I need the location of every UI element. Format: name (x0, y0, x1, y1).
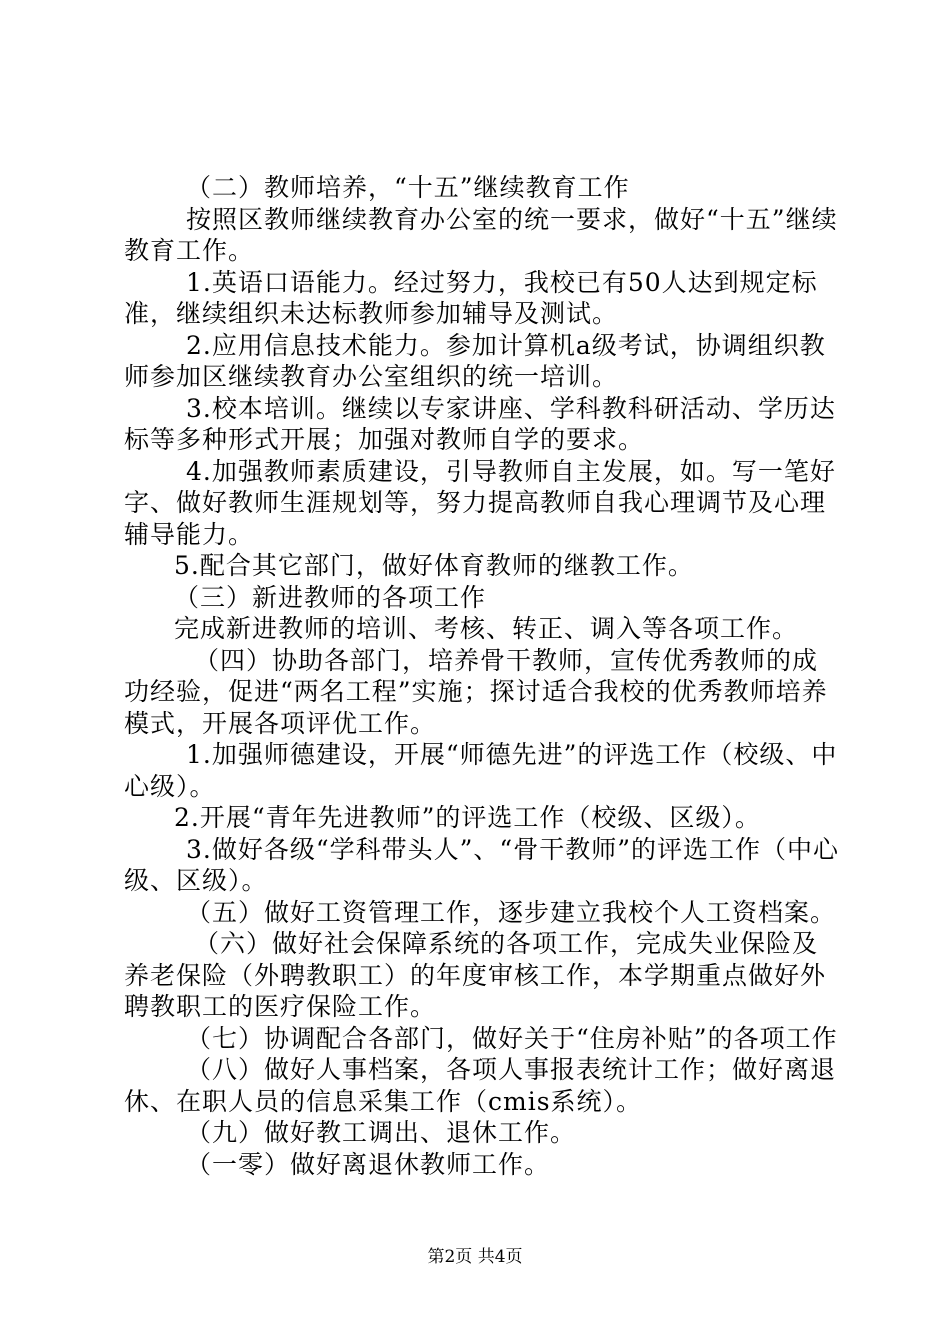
paragraph: 2.应用信息技术能力。参加计算机a级考试，协调组织教师参加区继续教育办公室组织的统一培训。 (124, 330, 826, 391)
paragraph: 5.配合其它部门，做好体育教师的继教工作。 (174, 551, 694, 580)
paragraph: 3.做好各级“学科带头人”、“骨干教师”的评选工作（中心级、区级）。 (124, 834, 839, 895)
paragraph: （四）协助各部门，培养骨干教师，宣传优秀教师的成功经验，促进“两名工程”实施；探讨适合我校的优秀教师培养模式，开展各项评优工作。 (124, 645, 828, 738)
paragraph: 完成新进教师的培训、考核、转正、调入等各项工作。 (174, 614, 799, 643)
paragraph: （八）做好人事档案，各项人事报表统计工作；做好离退休、在职人员的信息采集工作（cmis系统）。 (124, 1055, 837, 1116)
paragraph: 2.开展“青年先进教师”的评选工作（校级、区级）。 (174, 803, 761, 832)
paragraph: 1.加强师德建设，开展“师德先进”的评选工作（校级、中心级）。 (124, 740, 838, 801)
page-footer: 第2页 共4页 (427, 1247, 523, 1267)
paragraph: （一零）做好离退休教师工作。 (186, 1149, 551, 1179)
paragraph: 1.英语口语能力。经过努力，我校已有50人达到规定标准，继续组织未达标教师参加辅导及测试。 (124, 267, 818, 328)
paragraph: 3.校本培训。继续以专家讲座、学科教科研活动、学历达标等多种形式开展；加强对教师自学的要求。 (124, 393, 836, 454)
paragraph: （三）新进教师的各项工作 (174, 582, 487, 612)
paragraph: （二）教师培养，“十五”继续教育工作 (186, 173, 630, 202)
paragraph: （六）做好社会保障系统的各项工作，完成失业保险及养老保险（外聘教职工）的年度审核工作，本学期重点做好外聘教职工的医疗保险工作。 (124, 929, 827, 1021)
paragraph: 按照区教师继续教育办公室的统一要求，做好“十五”继续教育工作。 (124, 204, 838, 265)
paragraph: （九）做好教工调出、退休工作。 (186, 1118, 577, 1147)
document-body (124, 172, 840, 1180)
paragraph: 4.加强教师素质建设，引导教师自主发展，如。写一笔好字、做好教师生涯规划等，努力提高教师自我心理调节及心理辅导能力。 (124, 456, 836, 549)
paragraph: （五）做好工资管理工作，逐步建立我校个人工资档案。 (186, 897, 837, 927)
paragraph: （七）协调配合各部门，做好关于“住房补贴”的各项工作 (186, 1023, 838, 1053)
